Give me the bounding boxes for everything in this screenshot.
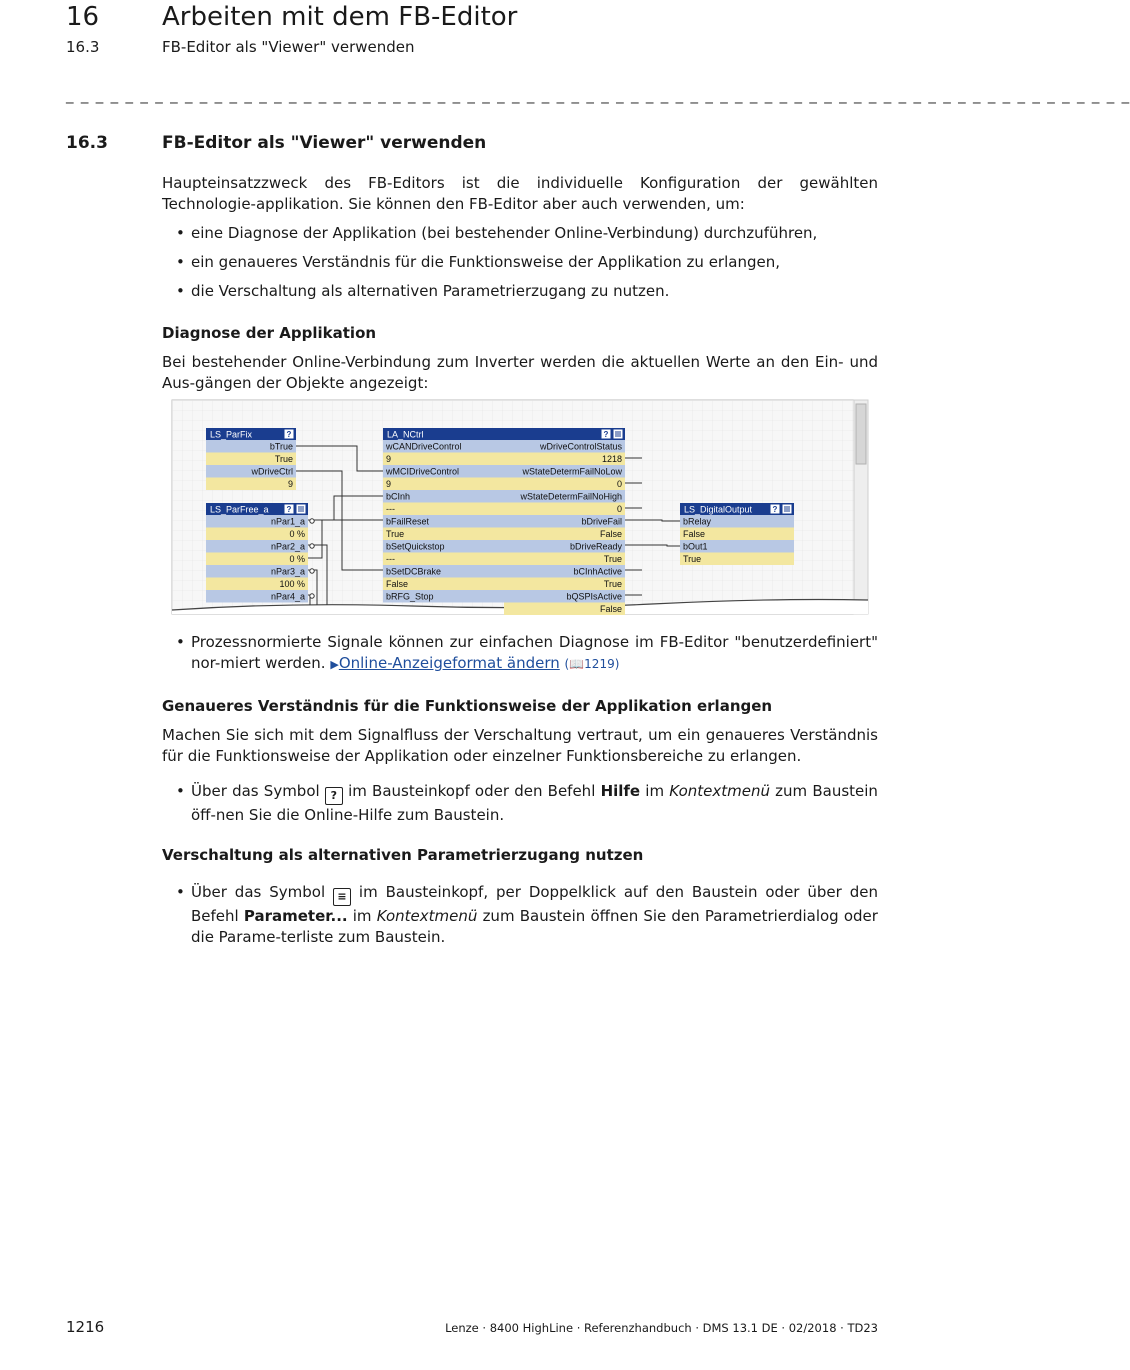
block-row-label: bSetDCBrake xyxy=(386,566,442,577)
block-row-label: --- xyxy=(386,554,395,564)
block-row-label: 9 xyxy=(287,479,293,489)
block-row-label: bQSPIsActive xyxy=(566,591,622,602)
heading-number: 16.3 xyxy=(66,133,108,153)
block-row-label: nPar4_a xyxy=(270,591,305,602)
block-row xyxy=(504,503,625,516)
link-online-anzeigeformat[interactable]: Online-Anzeigeformat ändern xyxy=(338,654,560,672)
block-la-nctrl[interactable] xyxy=(383,428,625,615)
header-divider: _ _ _ _ _ _ _ _ _ _ _ _ _ _ _ _ _ _ _ _ _ _ _ _ _ _ _ _ _ _ _ _ _ _ _ _ _ _ _ _ _ _ _ _ _ _ _ _ _ _ _ _ _ _ _ _ _ _ _ _ _ _ _ _ _ _ _ _ _ _ _ _ xyxy=(66,86,1130,104)
block-row-label: bDriveReady xyxy=(569,541,622,552)
block-row xyxy=(206,478,296,491)
block-row-label: wDriveCtrl xyxy=(251,466,293,477)
diagnose-paragraph: Bei bestehender Online-Verbindung zum Inverter werden die aktuellen Werte an den Ein- und Aus-gängen der Objekte angezeigt: xyxy=(162,353,878,392)
block-ls-parfix[interactable] xyxy=(206,428,296,490)
block-title: LA_NCtrl xyxy=(387,429,424,440)
output-port[interactable] xyxy=(310,544,314,548)
block-row-label: bDriveFail xyxy=(581,516,622,527)
verstaendnis-heading: Genaueres Verständnis für die Funktionsweise der Applikation erlangen xyxy=(162,697,773,715)
block-row-label: wStateDetermFailNoLow xyxy=(522,466,622,477)
block-row-label: bSetQuickstop xyxy=(386,541,445,552)
block-row-label: True xyxy=(274,454,293,464)
block-row-label: False xyxy=(599,604,622,614)
block-row-label: bRelay xyxy=(683,516,712,527)
block-row-label: bCInhActive xyxy=(573,566,622,577)
output-port[interactable] xyxy=(310,594,314,598)
block-row xyxy=(383,453,504,466)
block-row-label: 9 xyxy=(386,479,392,489)
block-row xyxy=(383,553,504,566)
block-row-label: False xyxy=(683,529,706,539)
fb-editor-screenshot xyxy=(172,400,868,614)
block-row-label: bTrue xyxy=(269,441,293,452)
block-row-label: True xyxy=(386,529,405,539)
block-row-label: True xyxy=(603,579,622,589)
block-title: LS_ParFree_a xyxy=(210,504,269,515)
block-row-label: bOut1 xyxy=(683,541,708,552)
page-reference[interactable]: (📖1219) xyxy=(564,657,620,671)
document-info: Lenze · 8400 HighLine · Referenzhandbuch · DMS 13.1 DE · 02/2018 · TD23 xyxy=(445,1321,878,1335)
diagnose-heading: Diagnose der Applikation xyxy=(162,324,377,342)
block-row xyxy=(504,478,625,491)
help-icon-glyph: ? xyxy=(286,430,292,439)
parameter-symbol-icon: ≡ xyxy=(333,888,351,906)
block-ls-parfree[interactable] xyxy=(206,503,314,603)
block-row xyxy=(383,478,504,491)
block-title: LS_ParFix xyxy=(210,429,253,440)
block-row-label: True xyxy=(683,554,702,564)
block-row-label: False xyxy=(599,529,622,539)
block-title: LS_DigitalOutput xyxy=(684,504,753,515)
heading-title: FB-Editor als "Viewer" verwenden xyxy=(162,133,487,153)
scrollbar-thumb[interactable] xyxy=(856,404,866,464)
block-row-label: nPar2_a xyxy=(270,541,305,552)
block-row-label: False xyxy=(386,579,409,589)
block-row xyxy=(383,503,504,516)
help-icon-glyph: ? xyxy=(603,430,609,439)
block-row-label: 9 xyxy=(386,454,392,464)
chapter-number: 16 xyxy=(66,2,100,32)
section-title: FB-Editor als "Viewer" verwenden xyxy=(162,38,415,56)
output-port[interactable] xyxy=(310,569,314,573)
block-row-label: nPar3_a xyxy=(270,566,305,577)
block-row-label: bCInh xyxy=(386,491,411,502)
block-row-label: wDriveControlStatus xyxy=(539,441,622,452)
block-row-label: wMCIDriveControl xyxy=(386,466,460,477)
help-icon-glyph: ? xyxy=(772,505,778,514)
section-number: 16.3 xyxy=(66,38,100,56)
chapter-title: Arbeiten mit dem FB-Editor xyxy=(162,2,518,32)
block-row-label: wStateDetermFailNoHigh xyxy=(520,491,622,502)
block-row-label: 1218 xyxy=(601,454,622,464)
block-row-label: True xyxy=(603,554,622,564)
block-row-label: 0 % xyxy=(289,529,305,539)
block-row-label: --- xyxy=(386,504,395,514)
book-icon: 📖 xyxy=(569,657,585,671)
intro-paragraph: Haupteinsatzzweck des FB-Editors ist die individuelle Konfiguration der gewählten Technologie-applikation. Sie können den FB-Editor aber auch verwenden, um: xyxy=(162,174,878,213)
block-row-label: bRFG_Stop xyxy=(386,591,434,602)
help-icon-glyph: ? xyxy=(286,505,292,514)
verschaltung-heading: Verschaltung als alternativen Parametrierzugang nutzen xyxy=(162,846,644,864)
block-row-label: 0 xyxy=(616,504,622,514)
block-row-label: 0 xyxy=(616,479,622,489)
help-symbol-icon: ? xyxy=(325,787,343,805)
verstaendnis-paragraph: Machen Sie sich mit dem Signalfluss der Verschaltung vertraut, um ein genaueres Verständnis für die Funktionsweise der Applikation oder einzelner Funktionsbereiche zu erlangen. xyxy=(162,726,878,765)
block-row-label: 100 % xyxy=(279,579,305,589)
block-ls-digitaloutput[interactable] xyxy=(680,503,794,565)
block-row-label: nPar1_a xyxy=(270,516,305,527)
block-row-label: wCANDriveControl xyxy=(386,441,462,452)
block-row-label: 0 % xyxy=(289,554,305,564)
link-arrow-icon: ▶ xyxy=(330,658,339,671)
block-row-label: bFailReset xyxy=(386,516,430,527)
output-port[interactable] xyxy=(310,519,314,523)
page-number: 1216 xyxy=(66,1318,105,1336)
